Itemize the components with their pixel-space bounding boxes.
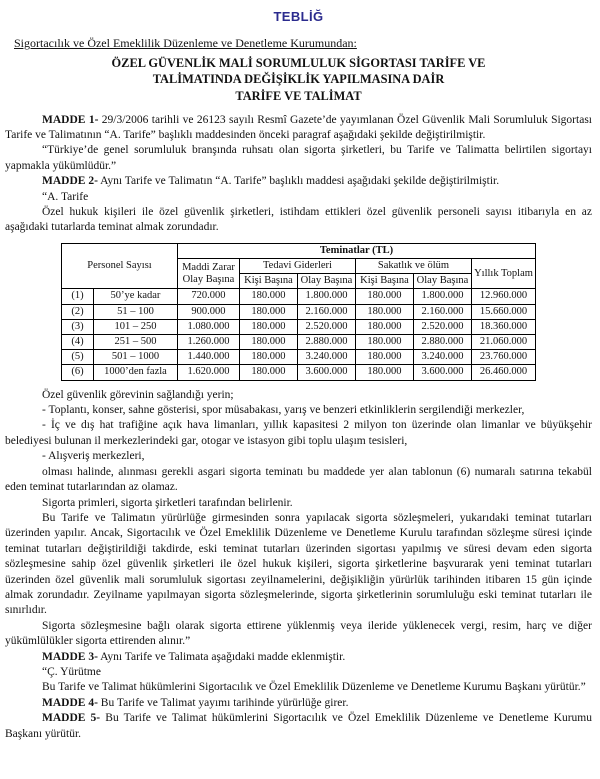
document-title: [5, 55, 592, 105]
table-cell: 1.260.000: [177, 335, 239, 350]
table-cell: 180.000: [355, 289, 413, 304]
madde-4-lead: MADDE 4-: [42, 696, 98, 709]
paragraph-text: Bu Tarife ve Talimatın yürürlüğe girmesinden sonra yapılacak sigorta sözleşmeleri, yukarıdaki teminat tutarları üzerinden yapılır. Ancak, Sigortacılık ve Özel Emeklilik Düzenleme ve Denetleme Kurulu tarafından sözleşme süresi içinde teminat tutarları değiştirildiği takdirde, eski teminat tutarları üzerinden sigortası yapılmış ve süresi devam eden sigorta sözleşmesine sahip özel güvenlik şirketleri ile özel hukuk kişileri, sigorta şirketlerine başvurarak yeni teminat tutarları üzerinden özel güvenlik mali sorumluluk sigortası zeyilnamelerini, değişikliğin yürürlük tarihinden itibaren 15 gün içinde almak zorundadır. Zeyilname yapılmayan sigorta sözleşmelerinde, sigorta şirketlerinin sorumluluğu eski teminat tutarları ile sınırlıdır.: [5, 511, 592, 617]
table-cell: 18.360.000: [471, 319, 535, 334]
table-cell: 720.000: [177, 289, 239, 304]
table-cell: 251 – 500: [93, 335, 177, 350]
paragraph-madde-5: [5, 711, 592, 742]
document-title-line-2: TALİMATINDA DEĞİŞİKLİK YAPILMASINA DAİR: [152, 72, 445, 87]
document-title-line-1: ÖZEL GÜVENLİK MALİ SORUMLULUK SİGORTASI TARİFE VE: [111, 55, 486, 70]
table-cell: 3.600.000: [297, 365, 355, 380]
paragraph-olmasi-halinde: [5, 465, 592, 496]
table-cell: 180.000: [355, 365, 413, 380]
paragraph-gorev-yeri: [5, 388, 592, 403]
table-cell: 1.620.000: [177, 365, 239, 380]
document-title-line-3: TARİFE VE TALİMAT: [235, 89, 362, 103]
table-cell: 180.000: [239, 289, 297, 304]
table-cell: 23.760.000: [471, 350, 535, 365]
table-cell: (5): [61, 350, 93, 365]
table-cell: 50’ye kadar: [93, 289, 177, 304]
document-kind-heading: TEBLİĞ: [273, 9, 324, 24]
paragraph-madde-1: [5, 113, 592, 144]
paragraph-quote-turkiye: [5, 143, 592, 174]
table-cell: 26.460.000: [471, 365, 535, 380]
paragraph-text: Bu Tarife ve Talimat yayımı tarihinde yürürlüğe girer.: [97, 696, 349, 709]
table-cell: 2.520.000: [297, 319, 355, 334]
table-cell: 15.660.000: [471, 304, 535, 319]
table-cell: 2.880.000: [297, 335, 355, 350]
header-sakatlik-olum: Sakatlık ve ölüm: [355, 259, 471, 274]
table-cell: 900.000: [177, 304, 239, 319]
table-cell: 180.000: [239, 319, 297, 334]
table-cell: 501 – 1000: [93, 350, 177, 365]
paragraph-text: 29/3/2006 tarihli ve 26123 sayılı Resmî Gazete’de yayımlanan Özel Güvenlik Mali Sorumluluk Sigortası Tarife ve Talimatının “A. Tarife” başlıklı maddesinden önceki paragraf aşağıdaki şekilde değiştirilmiştir.: [5, 113, 592, 141]
header-yillik-toplam: Yıllık Toplam: [471, 259, 535, 289]
table-cell: 180.000: [355, 350, 413, 365]
table-cell: 180.000: [355, 304, 413, 319]
issuing-authority-heading: [14, 36, 592, 51]
table-cell: 1000’den fazla: [93, 365, 177, 380]
paragraph-list-toplanti: [5, 403, 592, 418]
paragraph-c-yurutme: [5, 665, 592, 680]
paragraph-text: Sigorta primleri, sigorta şirketleri tarafından belirlenir.: [42, 496, 293, 509]
paragraph-text: Özel güvenlik görevinin sağlandığı yerin;: [42, 388, 234, 401]
paragraph-text: - İç ve dış hat trafiğine açık hava limanları, yıllık kapasitesi 2 milyon ton üzerinde olan limanlar ve büyükşehir belediyesi bulunan il merkezlerindeki gar, otogar ve istasyon gibi toplu ulaşım tesisleri,: [5, 419, 592, 447]
paragraph-text: Bu Tarife ve Talimat hükümlerini Sigortacılık ve Özel Emeklilik Düzenleme ve Denetleme Kurumu Başkanı yürütür.”: [42, 681, 586, 694]
table-row-4: [61, 335, 535, 350]
header-maddi-zarar: Maddi Zarar Olay Başına: [177, 259, 239, 289]
paragraph-list-avm: [5, 449, 592, 464]
paragraph-madde-2: [5, 174, 592, 189]
table-cell: 2.160.000: [413, 304, 471, 319]
table-cell: 51 – 100: [93, 304, 177, 319]
paragraph-text: “A. Tarife: [42, 190, 89, 203]
table-cell: 1.800.000: [297, 289, 355, 304]
paragraph-text: Bu Tarife ve Talimat hükümlerini Sigortacılık ve Özel Emeklilik Düzenleme ve Denetleme Kurumu Başkanı yürütür.: [5, 712, 592, 740]
paragraph-text: - Alışveriş merkezleri,: [42, 450, 145, 463]
table-row-1: [61, 289, 535, 304]
table-cell: (3): [61, 319, 93, 334]
paragraph-sigorta-primleri: [5, 496, 592, 511]
table-cell: 3.240.000: [413, 350, 471, 365]
teminat-table: [61, 243, 536, 381]
paragraph-ozel-hukuk: [5, 205, 592, 236]
header-teminatlar: Teminatlar (TL): [177, 243, 535, 258]
table-row-5: [61, 350, 535, 365]
table-row-6: [61, 365, 535, 380]
table-cell: 180.000: [239, 350, 297, 365]
table-cell: 101 – 250: [93, 319, 177, 334]
table-cell: (4): [61, 335, 93, 350]
paragraph-madde-3: [5, 650, 592, 665]
table-cell: 180.000: [355, 335, 413, 350]
table-cell: 1.440.000: [177, 350, 239, 365]
paragraph-text: Özel hukuk kişileri ile özel güvenlik şirketleri, istihdam ettikleri özel güvenlik personeli sayısı itibarıyla en az aşağıdaki tutarlarda teminat almak zorundadır.: [5, 206, 592, 234]
paragraph-text: olması halinde, alınması gerekli asgari sigorta teminatı bu maddede yer alan tablonun (6) numaralı satırına tekabül eden teminat tutarlarından az olamaz.: [5, 465, 592, 494]
table-cell: 3.600.000: [413, 365, 471, 380]
header-personel-sayisi: Personel Sayısı: [61, 243, 177, 289]
madde-2-lead: MADDE 2-: [42, 175, 98, 188]
table-cell: 1.080.000: [177, 319, 239, 334]
paragraph-text: - Toplantı, konser, sahne gösterisi, spor müsabakası, yarış ve benzeri etkinliklerin sergilendiği merkezler,: [42, 404, 525, 417]
header-tedavi-giderleri: Tedavi Giderleri: [239, 259, 355, 274]
paragraph-text: “Ç. Yürütme: [42, 665, 101, 678]
paragraph-vergi-resim-harc: [5, 619, 592, 650]
paragraph-text: “Türkiye’de genel sorumluluk branşında ruhsatı olan sigorta şirketleri, bu Tarife ve Talimatta belirtilen sigortayı yapmakla yükümlüdür.”: [5, 144, 592, 172]
table-cell: 3.240.000: [297, 350, 355, 365]
table-row-2: [61, 304, 535, 319]
table-cell: 2.880.000: [413, 335, 471, 350]
paragraph-yururluk-sozlesmeler: [5, 511, 592, 619]
table-cell: 2.160.000: [297, 304, 355, 319]
table-cell: 180.000: [239, 365, 297, 380]
table-cell: 180.000: [355, 319, 413, 334]
header-tedavi-kisi-basina: Kişi Başına: [239, 274, 297, 289]
table-row-3: [61, 319, 535, 334]
table-cell: 21.060.000: [471, 335, 535, 350]
header-sakatlik-olay-basina: Olay Başına: [413, 274, 471, 289]
header-sakatlik-kisi-basina: Kişi Başına: [355, 274, 413, 289]
paragraph-yurutme-hukmu: [5, 680, 592, 695]
table-cell: (1): [61, 289, 93, 304]
paragraph-madde-4: [5, 696, 592, 711]
table-cell: 1.800.000: [413, 289, 471, 304]
madde-5-lead: MADDE 5-: [42, 712, 101, 725]
table-cell: 180.000: [239, 304, 297, 319]
paragraph-text: Aynı Tarife ve Talimatın “A. Tarife” başlıklı maddesi aşağıdaki şekilde değiştirilmiştir.: [97, 175, 500, 188]
madde-3-lead: MADDE 3-: [42, 650, 98, 663]
paragraph-list-limanlar: [5, 418, 592, 449]
paragraph-text: Aynı Tarife ve Talimata aşağıdaki madde eklenmiştir.: [97, 650, 346, 663]
table-cell: 12.960.000: [471, 289, 535, 304]
table-cell: 180.000: [239, 335, 297, 350]
header-tedavi-olay-basina: Olay Başına: [297, 274, 355, 289]
madde-1-lead: MADDE 1-: [42, 113, 99, 126]
table-cell: (6): [61, 365, 93, 380]
table-cell: 2.520.000: [413, 319, 471, 334]
table-cell: (2): [61, 304, 93, 319]
issuing-authority-text: Sigortacılık ve Özel Emeklilik Düzenleme ve Denetleme Kurumundan:: [14, 36, 357, 51]
paragraph-a-tarife: [5, 190, 592, 205]
paragraph-text: Sigorta sözleşmesine bağlı olarak sigorta ettirene yüklenmiş veya ileride yüklenecek vergi, resim, harç ve diğer yükümlülükler sigorta ettirenden alınır.”: [5, 619, 592, 648]
table-header-row-1: [61, 243, 535, 258]
